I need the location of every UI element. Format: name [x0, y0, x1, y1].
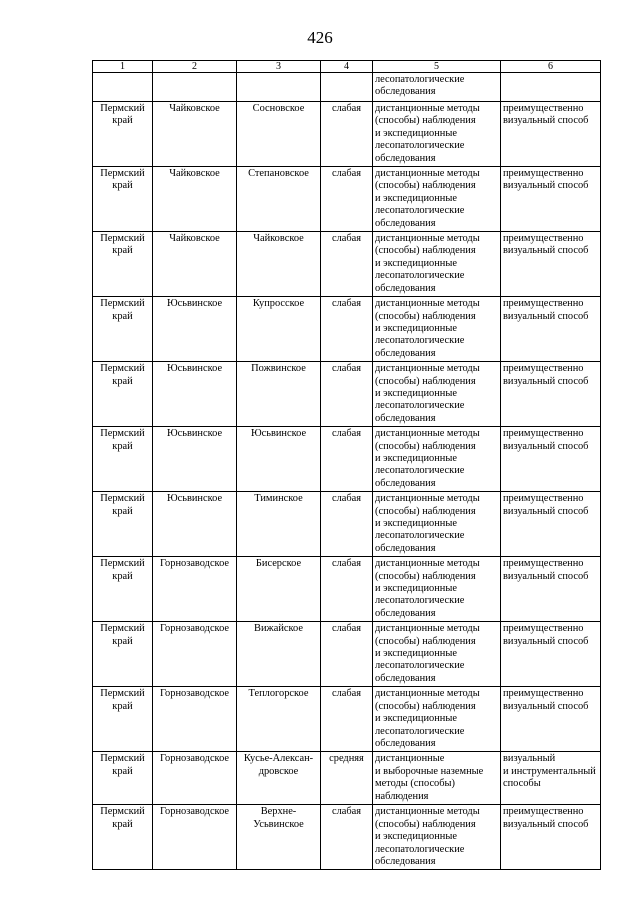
cell-region: Пермский край — [93, 752, 153, 805]
cell-district: Купросское — [237, 297, 321, 362]
cell-level: слабая — [321, 687, 373, 752]
column-number: 1 — [93, 61, 153, 73]
cell-district: Верхне- Усьвинское — [237, 805, 321, 870]
column-number: 5 — [373, 61, 501, 73]
cell-forestry: Горнозаводское — [153, 557, 237, 622]
cell-approach: преимущественно визуальный способ — [501, 557, 601, 622]
cell-region: Пермский край — [93, 232, 153, 297]
cell-level: слабая — [321, 362, 373, 427]
cell-region: Пермский край — [93, 492, 153, 557]
cell-methods: дистанционные методы (способы) наблюдения и экспедиционные лесопатологические обследования — [373, 622, 501, 687]
table-row — [93, 805, 601, 870]
cell-methods: дистанционные методы (способы) наблюдения и экспедиционные лесопатологические обследования — [373, 167, 501, 232]
cell-forestry: Юсьвинское — [153, 492, 237, 557]
page-number: 426 — [307, 28, 333, 47]
cell-forestry: Юсьвинское — [153, 427, 237, 492]
cell-approach: преимущественно визуальный способ — [501, 102, 601, 167]
cell-district: Тиминское — [237, 492, 321, 557]
cell-region: Пермский край — [93, 687, 153, 752]
cell-district: Чайковское — [237, 232, 321, 297]
cell-methods: дистанционные и выборочные наземные методы (способы) наблюдения — [373, 752, 501, 805]
cell-approach: преимущественно визуальный способ — [501, 805, 601, 870]
continuation-methods: лесопатологические обследования — [373, 73, 501, 102]
cell-forestry: Чайковское — [153, 167, 237, 232]
cell-level: слабая — [321, 102, 373, 167]
column-number: 6 — [501, 61, 601, 73]
cell-region: Пермский край — [93, 102, 153, 167]
cell-district: Юсьвинское — [237, 427, 321, 492]
continuation-row — [93, 73, 601, 102]
cell-methods: дистанционные методы (способы) наблюдения и экспедиционные лесопатологические обследования — [373, 297, 501, 362]
cell-district: Пожвинское — [237, 362, 321, 427]
table-row — [93, 687, 601, 752]
cell-methods: дистанционные методы (способы) наблюдения и экспедиционные лесопатологические обследования — [373, 492, 501, 557]
cell-approach: визуальный и инструментальный способы — [501, 752, 601, 805]
cell-approach: преимущественно визуальный способ — [501, 622, 601, 687]
cell-level: слабая — [321, 232, 373, 297]
cell-level: слабая — [321, 297, 373, 362]
cell-forestry: Горнозаводское — [153, 805, 237, 870]
cell-methods: дистанционные методы (способы) наблюдения и экспедиционные лесопатологические обследования — [373, 557, 501, 622]
data-table — [92, 60, 601, 870]
table-row — [93, 297, 601, 362]
cell-level: слабая — [321, 167, 373, 232]
cell-forestry: Чайковское — [153, 102, 237, 167]
cell-region: Пермский край — [93, 427, 153, 492]
cell-region: Пермский край — [93, 297, 153, 362]
cell-methods: дистанционные методы (способы) наблюдения и экспедиционные лесопатологические обследования — [373, 427, 501, 492]
table-row — [93, 557, 601, 622]
cell-district: Кусье-Алексан- дровское — [237, 752, 321, 805]
cell-district: Сосновское — [237, 102, 321, 167]
cell-level: средняя — [321, 752, 373, 805]
cell-forestry: Чайковское — [153, 232, 237, 297]
column-number: 4 — [321, 61, 373, 73]
cell-methods: дистанционные методы (способы) наблюдения и экспедиционные лесопатологические обследования — [373, 362, 501, 427]
column-number: 2 — [153, 61, 237, 73]
cell-forestry: Юсьвинское — [153, 297, 237, 362]
cell-approach: преимущественно визуальный способ — [501, 362, 601, 427]
cell-region: Пермский край — [93, 557, 153, 622]
cell-region: Пермский край — [93, 167, 153, 232]
table-row — [93, 102, 601, 167]
cell-district: Теплогорское — [237, 687, 321, 752]
cell-region: Пермский край — [93, 622, 153, 687]
cell-approach: преимущественно визуальный способ — [501, 167, 601, 232]
cell-forestry: Горнозаводское — [153, 687, 237, 752]
cell-level: слабая — [321, 557, 373, 622]
cell-district: Вижайское — [237, 622, 321, 687]
table-row — [93, 167, 601, 232]
cell-district: Бисерское — [237, 557, 321, 622]
cell-methods: дистанционные методы (способы) наблюдения и экспедиционные лесопатологические обследования — [373, 102, 501, 167]
cell-methods: дистанционные методы (способы) наблюдения и экспедиционные лесопатологические обследования — [373, 805, 501, 870]
cell-forestry: Горнозаводское — [153, 622, 237, 687]
cell-region: Пермский край — [93, 362, 153, 427]
table-row — [93, 622, 601, 687]
column-number-row — [93, 61, 601, 73]
cell-level: слабая — [321, 805, 373, 870]
cell-level: слабая — [321, 622, 373, 687]
cell-region: Пермский край — [93, 805, 153, 870]
table-row — [93, 492, 601, 557]
cell-level: слабая — [321, 492, 373, 557]
table-row — [93, 752, 601, 805]
cell-methods: дистанционные методы (способы) наблюдения и экспедиционные лесопатологические обследования — [373, 687, 501, 752]
cell-approach: преимущественно визуальный способ — [501, 427, 601, 492]
cell-forestry: Горнозаводское — [153, 752, 237, 805]
column-number: 3 — [237, 61, 321, 73]
cell-district: Степановское — [237, 167, 321, 232]
table-row — [93, 427, 601, 492]
table-row — [93, 362, 601, 427]
cell-approach: преимущественно визуальный способ — [501, 297, 601, 362]
cell-approach: преимущественно визуальный способ — [501, 687, 601, 752]
cell-level: слабая — [321, 427, 373, 492]
cell-approach: преимущественно визуальный способ — [501, 492, 601, 557]
cell-approach: преимущественно визуальный способ — [501, 232, 601, 297]
table-row — [93, 232, 601, 297]
cell-forestry: Юсьвинское — [153, 362, 237, 427]
cell-methods: дистанционные методы (способы) наблюдения и экспедиционные лесопатологические обследования — [373, 232, 501, 297]
